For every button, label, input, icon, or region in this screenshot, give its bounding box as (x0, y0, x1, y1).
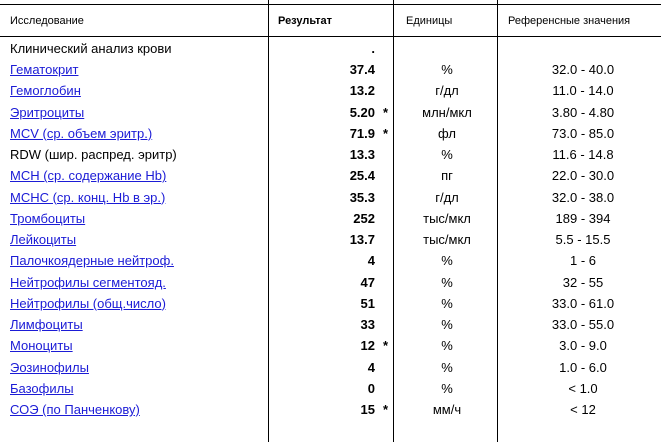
test-name-link[interactable]: Палочкоядерные нейтроф. (10, 253, 174, 269)
reference-range: 33.0 - 61.0 (551, 295, 615, 311)
result-value: 13.2 (349, 83, 375, 99)
result-value: 37.4 (349, 62, 375, 77)
test-name-link[interactable]: Моноциты (10, 338, 73, 354)
table-row (0, 335, 661, 356)
header-study: Исследование (10, 15, 84, 27)
reference-range: 1 - 6 (569, 253, 596, 269)
unit-value: мм/ч (432, 402, 462, 417)
unit-value: % (441, 359, 453, 375)
abnormal-flag: * (383, 338, 389, 354)
reference-range: 1.0 - 6.0 (559, 359, 607, 375)
unit-value: млн/мкл (422, 104, 472, 120)
table-row (0, 123, 661, 144)
unit-value: фл (438, 125, 456, 141)
result-value: 47 (360, 274, 375, 290)
table-row (0, 399, 661, 420)
test-name-link[interactable]: MCV (ср. объем эритр.) (10, 125, 153, 141)
unit-value: % (441, 380, 453, 396)
result-value: 33 (360, 317, 375, 332)
test-name-link[interactable]: Гемоглобин (10, 83, 81, 99)
abnormal-flag: * (383, 402, 389, 417)
test-name-link[interactable]: Нейтрофилы сегментояд. (10, 274, 166, 290)
header-reference: Референсные значения (508, 15, 631, 27)
reference-range: 33.0 - 55.0 (551, 317, 615, 332)
unit-value: тыс/мкл (423, 232, 471, 247)
reference-range: 73.0 - 85.0 (551, 125, 615, 141)
table-row (0, 102, 661, 123)
test-name-link[interactable]: MCHC (ср. конц. Hb в эр.) (10, 189, 166, 205)
unit-value: % (441, 338, 453, 354)
group-row (0, 38, 661, 59)
reference-range: < 1.0 (568, 380, 598, 396)
group-mark: . (371, 41, 375, 56)
reference-range: 32 - 55 (562, 274, 604, 290)
unit-value: % (441, 274, 453, 290)
reference-range: 32.0 - 40.0 (551, 62, 615, 77)
table-row (0, 357, 661, 378)
table-row (0, 187, 661, 208)
result-value: 51 (360, 295, 375, 311)
table-row (0, 378, 661, 399)
unit-value: % (441, 253, 453, 269)
table-row (0, 250, 661, 271)
result-value: 15 (360, 402, 375, 417)
result-value: 71.9 (349, 125, 375, 141)
unit-value: % (441, 295, 453, 311)
result-value: 4 (367, 359, 375, 375)
table-row (0, 314, 661, 335)
table-row (0, 59, 661, 80)
unit-value: тыс/мкл (423, 210, 471, 226)
table-row (0, 293, 661, 314)
unit-value: г/дл (435, 189, 459, 205)
table-top-border (0, 4, 661, 5)
test-name-link[interactable]: MCH (ср. содержание Hb) (10, 168, 167, 184)
reference-range: 22.0 - 30.0 (551, 168, 615, 184)
test-name-link[interactable]: Гематокрит (10, 62, 79, 77)
result-value: 5.20 (349, 104, 375, 120)
reference-range: 189 - 394 (555, 210, 611, 226)
test-name-link[interactable]: Лейкоциты (10, 232, 77, 247)
result-value: 13.3 (349, 147, 375, 162)
result-value: 12 (360, 338, 375, 354)
unit-value: пг (441, 168, 453, 184)
unit-value: % (441, 317, 453, 332)
reference-range: 11.0 - 14.0 (552, 83, 614, 99)
unit-value: г/дл (435, 83, 459, 99)
table-row (0, 80, 661, 101)
result-value: 252 (353, 210, 375, 226)
table-row (0, 229, 661, 250)
unit-value: % (441, 62, 453, 77)
table-row (0, 144, 661, 165)
result-value: 13.7 (349, 232, 375, 247)
reference-range: 3.0 - 9.0 (559, 338, 607, 354)
abnormal-flag: * (383, 125, 389, 141)
reference-range: < 12 (570, 402, 596, 417)
abnormal-flag: * (383, 104, 389, 120)
table-row (0, 272, 661, 293)
test-name-link[interactable]: Тромбоциты (10, 210, 86, 226)
test-name-link[interactable]: Эозинофилы (10, 359, 89, 375)
test-name-link[interactable]: Базофилы (10, 380, 74, 396)
test-name-link[interactable]: Лимфоциты (10, 317, 83, 332)
result-value: 4 (367, 253, 375, 269)
test-name: RDW (шир. распред. эритр) (10, 147, 177, 162)
table-row (0, 208, 661, 229)
test-name-link[interactable]: СОЭ (по Панченкову) (10, 402, 140, 417)
reference-range: 3.80 - 4.80 (551, 104, 615, 120)
reference-range: 11.6 - 14.8 (552, 147, 614, 162)
result-value: 0 (367, 380, 375, 396)
reference-range: 5.5 - 15.5 (555, 232, 611, 247)
header-bottom-border (0, 36, 661, 37)
test-name-link[interactable]: Эритроциты (10, 104, 85, 120)
reference-range: 32.0 - 38.0 (551, 189, 615, 205)
header-units: Единицы (406, 15, 453, 27)
result-value: 35.3 (349, 189, 375, 205)
result-value: 25.4 (349, 168, 375, 184)
test-name-link[interactable]: Нейтрофилы (общ.число) (10, 295, 166, 311)
unit-value: % (441, 147, 453, 162)
group-title: Клинический анализ крови (10, 41, 172, 56)
table-row (0, 165, 661, 186)
header-result: Результат (278, 15, 333, 27)
